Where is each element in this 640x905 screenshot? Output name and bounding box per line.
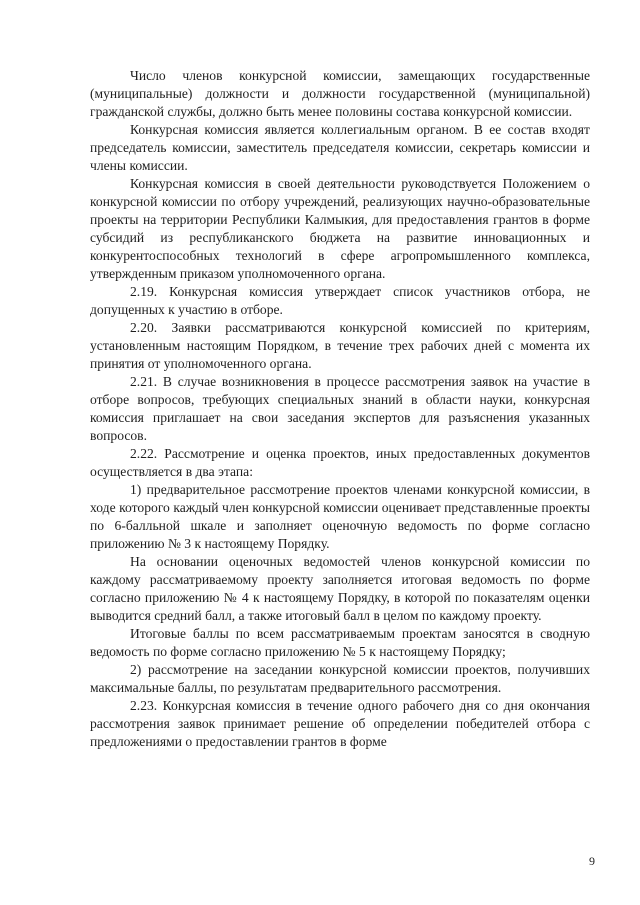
document-body [90,67,590,751]
paragraph-2-20: 2.20. Заявки рассматриваются конкурсной комиссией по критериям, установленным настоящим Порядком, в течение трех рабочих дней с момента их принятия от уполномоченного органа. [90,320,590,371]
paragraph-stage-1: 1) предварительное рассмотрение проектов членами конкурсной комиссии, в ходе которого каждый член конкурсной комиссии оценивает представленные проекты по 6-балльной шкале и заполняет оценочную ведомость по форме согласно приложению № 3 к настоящему Порядку. [90,482,590,551]
paragraph-final-statement: На основании оценочных ведомостей членов конкурсной комиссии по каждому рассматриваемому проекту заполняется итоговая ведомость по форме согласно приложению № 4 к настоящему Порядку, в которой по показателям оценки выводится средний балл, а также итоговый балл в целом по каждому проекту. [90,554,590,623]
paragraph-commission-composition-limit: Число членов конкурсной комиссии, замещающих государственные (муниципальные) должности и должности государственной (муниципальной) гражданской службы, должно быть менее половины состава конкурсной комиссии. [90,68,590,119]
paragraph-stage-2: 2) рассмотрение на заседании конкурсной комиссии проектов, получивших максимальные баллы, по результатам предварительного рассмотрения. [90,662,590,695]
paragraph-2-22: 2.22. Рассмотрение и оценка проектов, иных предоставленных документов осуществляется в два этапа: [90,446,590,479]
paragraph-summary-statement: Итоговые баллы по всем рассматриваемым проектам заносятся в сводную ведомость по форме согласно приложению № 5 к настоящему Порядку; [90,626,590,659]
paragraph-commission-members: Конкурсная комиссия является коллегиальным органом. В ее состав входят председатель комиссии, заместитель председателя комиссии, секретарь комиссии и члены комиссии. [90,122,590,173]
paragraph-2-21: 2.21. В случае возникновения в процессе рассмотрения заявок на участие в отборе вопросов, требующих специальных знаний в области науки, конкурсная комиссия приглашает на свои заседания экспертов для разъяснения указанных вопросов. [90,374,590,443]
page-number: 9 [589,854,595,868]
paragraph-2-19: 2.19. Конкурсная комиссия утверждает список участников отбора, не допущенных к участию в отборе. [90,284,590,317]
paragraph-2-23: 2.23. Конкурсная комиссия в течение одного рабочего дня со дня окончания рассмотрения заявок принимает решение об определении победителей отбора с предложениями о предоставлении грантов в форме [90,698,590,749]
paragraph-commission-regulation: Конкурсная комиссия в своей деятельности руководствуется Положением о конкурсной комиссии по отбору учреждений, реализующих научно-образовательные проекты на территории Республики Калмыкия, для предоставления грантов в форме субсидий из республиканского бюджета на развитие инновационных и конкурентоспособных технологий в сфере агропромышленного комплекса, утвержденным приказом уполномоченного органа. [90,176,590,281]
